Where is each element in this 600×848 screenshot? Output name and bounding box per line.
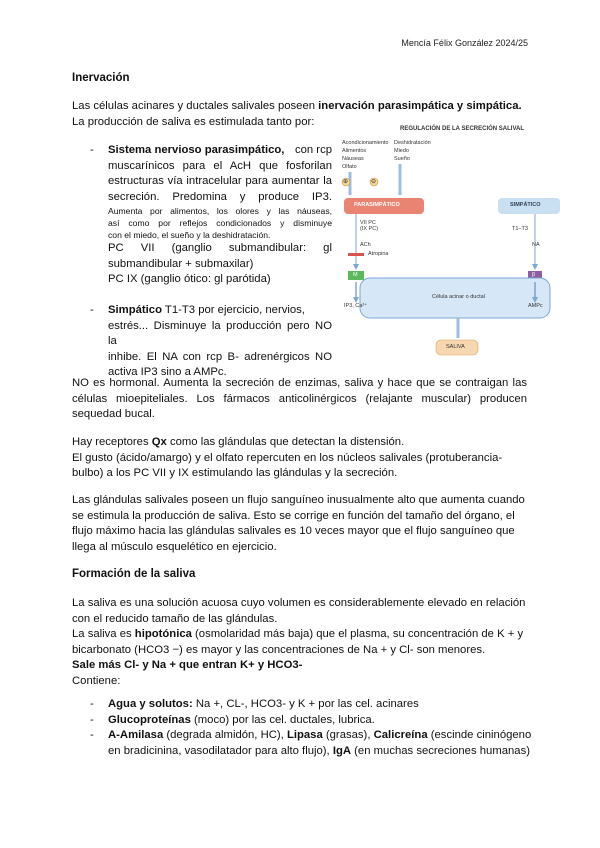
- ip3-label: IP3, Ca²⁺: [344, 303, 368, 309]
- s2-p2a: La saliva es: [72, 628, 135, 640]
- bullet-dash: -: [90, 304, 94, 316]
- intro-text-2: La producción de saliva es estimulada tanto por:: [72, 115, 315, 128]
- bullet-dash: -: [90, 713, 94, 726]
- b1-l1: con rcp: [294, 144, 332, 156]
- para2c: como las glándulas que detectan la distensión.: [166, 436, 405, 448]
- t-label: T1–T3: [512, 226, 528, 232]
- stim-right-2: Sueño: [394, 156, 410, 162]
- atropina-label: Atropina: [368, 251, 389, 257]
- stim-right-0: Deshidratación: [394, 140, 431, 146]
- para2b: Qx: [151, 436, 167, 448]
- b1-bold: Sistema nervioso parasimpático,: [108, 144, 285, 156]
- b1-l5: [108, 241, 332, 257]
- salivary-regulation-diagram: [338, 120, 568, 370]
- s2-p1: La saliva es una solución acuosa cuyo volumen es considerablemente elevado en relación con el reducido tamaño de las glándulas.: [72, 597, 526, 625]
- para-saliva: [72, 596, 532, 689]
- m-label: M: [353, 272, 358, 278]
- b1-l4: secreción. Predomina y produce IP3.: [108, 190, 332, 203]
- atropine-bar: [348, 253, 364, 256]
- bullet-dash: -: [90, 729, 94, 741]
- na-label: NA: [532, 242, 540, 248]
- item0-bold: Agua y solutos:: [108, 698, 193, 710]
- stim-left-1: Alimentos: [342, 148, 367, 154]
- item2-text4: (en muchas secreciones humanas): [351, 744, 530, 757]
- b2-l2: estrés... Disminuye la producción pero NO la: [108, 319, 332, 347]
- bullet-parasimpatico: [90, 143, 332, 288]
- item2-bold3: Calicreína: [373, 729, 428, 741]
- stim-left-0: Acondicionamiento: [342, 140, 389, 146]
- ampc-label: AMPc: [528, 303, 543, 309]
- b1-s3: con el miedo, el sueño y la deshidratación.: [108, 230, 271, 240]
- para-receptores: [72, 435, 532, 482]
- stim-left-2: Náuseas: [342, 156, 364, 162]
- b1-line-1: [108, 143, 332, 159]
- simp-box-label: SIMPÁTICO: [510, 202, 541, 208]
- para2d: El gusto (ácido/amargo) y el olfato repercuten en los núcleos salivales (protuberancia-bulbo) a los PC VII y IX estimulando las glándulas y la secreción.: [72, 451, 503, 479]
- b1-l5b: VII: [140, 242, 155, 254]
- ach-label: ACh: [360, 242, 371, 248]
- item2-text3: (escinde cininógeno en bradicinina, vasodilatador para alto flujo),: [108, 729, 532, 757]
- item2-bold4: IgA: [332, 744, 352, 757]
- s2-p2c: (osmolaridad más baja) que el plasma, su concentración de K + y bicarbonato (HCO3 −) es mayor y las concentraciones de Na + y Cl- son menores.: [72, 628, 524, 656]
- list-item: [90, 697, 533, 713]
- b1-l3: estructuras vía intracelular para aumentar la: [108, 175, 332, 187]
- stim-right-1: Miedo: [394, 148, 409, 154]
- section-title-inervacion: Inervación: [72, 72, 130, 84]
- b1-l5c: (ganglio: [171, 242, 212, 254]
- s2-p3: Sale más Cl- y Na + que entran K+ y HCO3-: [72, 659, 303, 671]
- item1-text: (moco) por las cel. ductales, lubrica.: [190, 713, 375, 726]
- b1-s2: así como por reflejos condicionados y disminuye: [108, 218, 332, 228]
- contents-list: [90, 697, 533, 759]
- item2-text2: (grasas),: [322, 729, 374, 741]
- b2-l1: T1-T3 por ejercicio, nervios,: [162, 304, 305, 316]
- cell-label: Célula acinar o ductal: [432, 294, 485, 300]
- b2-line-1: [108, 303, 332, 319]
- para2a: Hay receptores: [72, 436, 152, 448]
- item0-text: Na +, CL-, HCO3- y K + por las cel. acinares: [192, 698, 419, 710]
- item2-text: (degrada almidón, HC),: [163, 729, 287, 741]
- bullet-dash: -: [90, 698, 94, 710]
- saliva-label: SALIVA: [446, 344, 465, 350]
- list-item: [90, 728, 533, 759]
- item2-bold2: Lipasa: [286, 729, 323, 741]
- plus-icon: ⊕: [343, 179, 349, 185]
- minus-icon: ⊖: [371, 179, 377, 185]
- s2-p2b: hipotónica: [134, 628, 192, 640]
- b2-bold: Simpático: [108, 304, 162, 316]
- s2-p2: [72, 627, 532, 658]
- b1-l6: submandibular + submaxilar): [108, 257, 254, 270]
- b1-l5a: PC: [108, 242, 124, 254]
- b2-l3: inhibe. El NA con rcp B- adrenérgicos NO: [108, 350, 332, 363]
- b1-s1: Aumenta por alimentos, los olores y las náuseas,: [108, 206, 332, 216]
- section-title-formacion: Formación de la saliva: [72, 568, 196, 580]
- para-box-label: PARASIMPÁTICO: [354, 202, 400, 208]
- s2-p4: Contiene:: [72, 674, 121, 687]
- b2-l4: activa IP3 sino a AMPc.: [108, 366, 227, 378]
- pc-label: VII PC (IX PC): [360, 220, 379, 232]
- para-flujo: Las glándulas salivales poseen un flujo sanguíneo inusualmente alto que aumenta cuando se estimula la producción de saliva. Esto se corrige en función del tamaño del órgano, el flujo máximo hacia las glándulas salivales es 10 veces mayor que el flujo sanguíneo que llega al músculo esquelético en ejercicio.: [72, 494, 525, 553]
- bullet-simpatico: [90, 303, 332, 381]
- page-header: Mencía Félix González 2024/25: [401, 38, 528, 48]
- b1-l5d: submandibular:: [228, 242, 307, 254]
- intro-bold: inervación parasimpática y simpática.: [318, 100, 522, 112]
- list-item: [90, 713, 533, 729]
- b1-l5e: gl: [323, 242, 332, 254]
- b-label: β: [532, 272, 536, 278]
- b1-l7: PC IX (ganglio ótico: gl parótida): [108, 273, 271, 285]
- bullet-dash: -: [90, 144, 94, 156]
- b1-l2: muscarínicos para el AcH que fosforilan: [108, 159, 332, 172]
- item2-bold: A-Amilasa: [108, 729, 164, 741]
- diagram-title: REGULACIÓN DE LA SECRECIÓN SALIVAL: [400, 126, 525, 132]
- stim-left-3: Olfato: [342, 164, 357, 170]
- item1-bold: Glucoproteínas: [108, 713, 191, 726]
- intro-text: Las células acinares y ductales salivales poseen: [72, 100, 319, 112]
- para-hormonal: NO es hormonal. Aumenta la secreción de enzimas, saliva y hace que se contraigan las células mioepiteliales. Los fármacos anticolinérgicos (relajante muscular) producen sequedad bucal.: [72, 377, 527, 420]
